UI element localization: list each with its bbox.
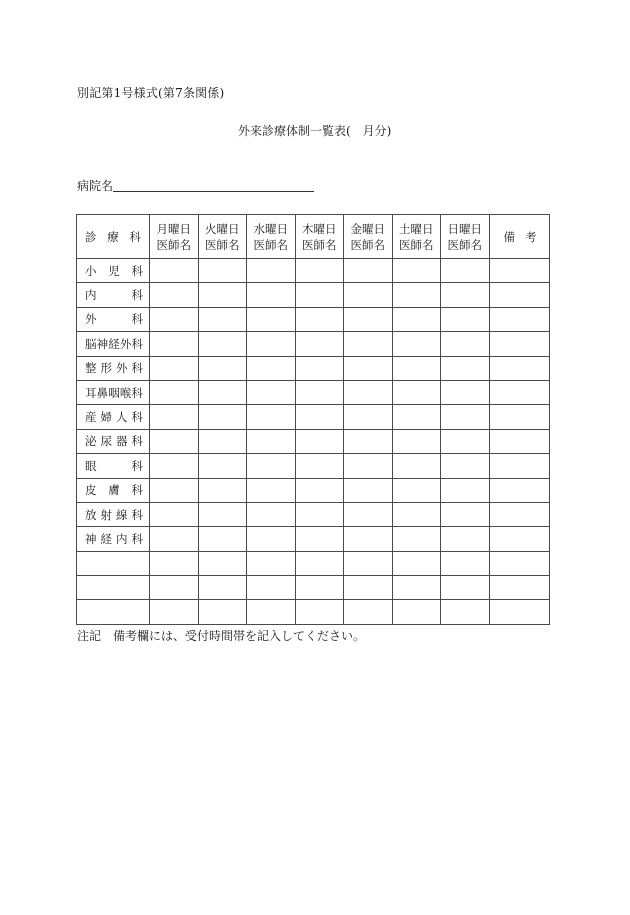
table-row <box>77 502 550 526</box>
table-row <box>77 551 550 575</box>
day-label: 木曜日 <box>302 221 337 236</box>
doctor-name-cell[interactable] <box>441 283 490 307</box>
doctor-name-cell[interactable] <box>392 478 441 502</box>
doctor-name-cell[interactable] <box>150 551 199 575</box>
doctor-name-cell[interactable] <box>441 527 490 551</box>
doctor-name-cell[interactable] <box>441 259 490 283</box>
schedule-body <box>77 259 550 625</box>
department-cell: 耳鼻咽喉科 <box>77 380 150 404</box>
doctor-name-cell[interactable] <box>247 283 296 307</box>
doctor-name-cell[interactable] <box>441 307 490 331</box>
remarks-cell[interactable] <box>489 576 549 600</box>
table-row <box>77 380 550 404</box>
doctor-label: 医師名 <box>205 237 240 252</box>
doctor-name-cell[interactable] <box>247 527 296 551</box>
doctor-name-cell[interactable] <box>392 454 441 478</box>
doctor-name-cell[interactable] <box>392 307 441 331</box>
remarks-cell[interactable] <box>489 332 549 356</box>
doctor-name-cell[interactable] <box>392 551 441 575</box>
remarks-cell[interactable] <box>489 454 549 478</box>
doctor-name-cell[interactable] <box>247 454 296 478</box>
department-cell: 放射線科 <box>77 502 150 526</box>
department-cell: 泌尿器科 <box>77 429 150 453</box>
table-header-row <box>77 215 550 259</box>
remarks-cell[interactable] <box>489 259 549 283</box>
table-row <box>77 478 550 502</box>
department-cell: 産婦人科 <box>77 405 150 429</box>
doctor-name-cell[interactable] <box>344 478 393 502</box>
doctor-name-cell[interactable] <box>150 259 199 283</box>
doctor-name-cell[interactable] <box>198 551 247 575</box>
doctor-name-cell[interactable] <box>392 576 441 600</box>
doctor-name-cell[interactable] <box>295 527 344 551</box>
doctor-name-cell[interactable] <box>150 600 199 624</box>
doctor-name-cell[interactable] <box>441 502 490 526</box>
doctor-name-cell[interactable] <box>150 405 199 429</box>
doctor-name-cell[interactable] <box>247 502 296 526</box>
doctor-name-cell[interactable] <box>441 478 490 502</box>
department-cell: 内科 <box>77 283 150 307</box>
dept-column-header: 診療科 <box>77 215 150 259</box>
doctor-name-cell[interactable] <box>198 576 247 600</box>
doctor-name-cell[interactable] <box>295 332 344 356</box>
remarks-cell[interactable] <box>489 380 549 404</box>
doctor-label: 医師名 <box>447 237 482 252</box>
doctor-name-cell[interactable] <box>247 576 296 600</box>
table-row <box>77 429 550 453</box>
doctor-name-cell[interactable] <box>392 600 441 624</box>
day-label: 月曜日 <box>156 221 191 236</box>
doctor-name-cell[interactable] <box>150 356 199 380</box>
doctor-name-cell[interactable] <box>198 527 247 551</box>
doctor-label: 医師名 <box>302 237 337 252</box>
doctor-name-cell[interactable] <box>295 454 344 478</box>
doctor-name-cell[interactable] <box>295 356 344 380</box>
day-label: 火曜日 <box>205 221 240 236</box>
doctor-name-cell[interactable] <box>150 380 199 404</box>
doctor-name-cell[interactable] <box>344 600 393 624</box>
doctor-name-cell[interactable] <box>198 356 247 380</box>
doctor-name-cell[interactable] <box>295 380 344 404</box>
day-label: 土曜日 <box>399 221 434 236</box>
doctor-name-cell[interactable] <box>344 283 393 307</box>
day-label: 金曜日 <box>350 221 385 236</box>
doctor-name-cell[interactable] <box>247 307 296 331</box>
remarks-cell[interactable] <box>489 429 549 453</box>
day-label: 日曜日 <box>447 221 482 236</box>
doctor-name-cell[interactable] <box>344 551 393 575</box>
table-row <box>77 356 550 380</box>
department-cell <box>77 600 150 624</box>
doctor-name-cell[interactable] <box>392 332 441 356</box>
doctor-name-cell[interactable] <box>247 600 296 624</box>
doctor-name-cell[interactable] <box>150 454 199 478</box>
doctor-name-cell[interactable] <box>295 283 344 307</box>
doctor-name-cell[interactable] <box>392 259 441 283</box>
remarks-cell[interactable] <box>489 600 549 624</box>
doctor-name-cell[interactable] <box>441 356 490 380</box>
table-row <box>77 454 550 478</box>
doctor-name-cell[interactable] <box>344 405 393 429</box>
doctor-name-cell[interactable] <box>198 502 247 526</box>
table-row <box>77 527 550 551</box>
doctor-name-cell[interactable] <box>295 502 344 526</box>
doctor-name-cell[interactable] <box>247 356 296 380</box>
wednesday-column-header <box>247 215 296 259</box>
doctor-name-cell[interactable] <box>344 380 393 404</box>
doctor-name-cell[interactable] <box>247 380 296 404</box>
remarks-cell[interactable] <box>489 478 549 502</box>
doctor-name-cell[interactable] <box>198 454 247 478</box>
doctor-name-cell[interactable] <box>198 405 247 429</box>
department-cell <box>77 576 150 600</box>
doctor-name-cell[interactable] <box>295 551 344 575</box>
doctor-name-cell[interactable] <box>441 600 490 624</box>
monday-column-header <box>150 215 199 259</box>
document-title: 外来診療体制一覧表( 月分) <box>238 124 392 138</box>
doctor-label: 医師名 <box>399 237 434 252</box>
table-row <box>77 307 550 331</box>
doctor-name-cell[interactable] <box>150 332 199 356</box>
tuesday-column-header <box>198 215 247 259</box>
doctor-name-cell[interactable] <box>392 502 441 526</box>
doctor-name-cell[interactable] <box>150 478 199 502</box>
doctor-name-cell[interactable] <box>392 429 441 453</box>
doctor-name-cell[interactable] <box>198 259 247 283</box>
table-row <box>77 576 550 600</box>
remarks-column-header: 備考 <box>489 215 549 259</box>
form-reference: 別記第1号様式(第7条関係) <box>77 86 225 100</box>
table-row <box>77 259 550 283</box>
doctor-name-cell[interactable] <box>295 259 344 283</box>
doctor-name-cell[interactable] <box>392 283 441 307</box>
saturday-column-header <box>392 215 441 259</box>
doctor-name-cell[interactable] <box>344 429 393 453</box>
remarks-cell[interactable] <box>489 283 549 307</box>
table-row <box>77 405 550 429</box>
department-cell: 皮膚科 <box>77 478 150 502</box>
thursday-column-header <box>295 215 344 259</box>
remarks-cell[interactable] <box>489 356 549 380</box>
doctor-name-cell[interactable] <box>295 429 344 453</box>
doctor-name-cell[interactable] <box>392 527 441 551</box>
department-cell: 整形外科 <box>77 356 150 380</box>
doctor-name-cell[interactable] <box>344 259 393 283</box>
doctor-name-cell[interactable] <box>344 576 393 600</box>
doctor-name-cell[interactable] <box>150 283 199 307</box>
doctor-name-cell[interactable] <box>441 380 490 404</box>
doctor-name-cell[interactable] <box>247 478 296 502</box>
doctor-name-cell[interactable] <box>150 576 199 600</box>
table-row <box>77 600 550 624</box>
doctor-name-cell[interactable] <box>441 405 490 429</box>
doctor-label: 医師名 <box>253 237 288 252</box>
doctor-name-cell[interactable] <box>295 307 344 331</box>
day-label: 水曜日 <box>253 221 288 236</box>
department-cell: 眼科 <box>77 454 150 478</box>
remarks-cell[interactable] <box>489 527 549 551</box>
doctor-name-cell[interactable] <box>295 576 344 600</box>
doctor-name-cell[interactable] <box>344 527 393 551</box>
doctor-name-cell[interactable] <box>295 478 344 502</box>
doctor-name-cell[interactable] <box>198 429 247 453</box>
doctor-name-cell[interactable] <box>247 551 296 575</box>
doctor-name-cell[interactable] <box>198 478 247 502</box>
doctor-name-cell[interactable] <box>150 307 199 331</box>
doctor-name-cell[interactable] <box>150 502 199 526</box>
doctor-name-cell[interactable] <box>198 600 247 624</box>
department-cell <box>77 551 150 575</box>
doctor-label: 医師名 <box>156 237 191 252</box>
doctor-name-cell[interactable] <box>441 429 490 453</box>
doctor-name-cell[interactable] <box>441 332 490 356</box>
doctor-name-cell[interactable] <box>344 454 393 478</box>
doctor-name-cell[interactable] <box>150 527 199 551</box>
doctor-name-cell[interactable] <box>344 307 393 331</box>
footnote: 注記 備考欄には、受付時間帯を記入してください。 <box>77 629 366 643</box>
doctor-name-cell[interactable] <box>198 283 247 307</box>
doctor-name-cell[interactable] <box>247 429 296 453</box>
table-row <box>77 332 550 356</box>
table-row <box>77 283 550 307</box>
doctor-name-cell[interactable] <box>295 405 344 429</box>
remarks-cell[interactable] <box>489 551 549 575</box>
sunday-column-header <box>441 215 490 259</box>
remarks-cell[interactable] <box>489 502 549 526</box>
doctor-name-cell[interactable] <box>344 332 393 356</box>
doctor-name-cell[interactable] <box>150 429 199 453</box>
friday-column-header <box>344 215 393 259</box>
department-cell: 小児科 <box>77 259 150 283</box>
doctor-name-cell[interactable] <box>247 259 296 283</box>
department-cell: 神経内科 <box>77 527 150 551</box>
remarks-cell[interactable] <box>489 405 549 429</box>
doctor-name-cell[interactable] <box>392 356 441 380</box>
doctor-name-cell[interactable] <box>392 380 441 404</box>
remarks-cell[interactable] <box>489 307 549 331</box>
doctor-name-cell[interactable] <box>295 600 344 624</box>
doctor-name-cell[interactable] <box>441 454 490 478</box>
doctor-name-cell[interactable] <box>344 356 393 380</box>
schedule-table <box>76 214 550 625</box>
hospital-name-label: 病院名 <box>77 179 114 193</box>
doctor-name-cell[interactable] <box>198 307 247 331</box>
doctor-name-cell[interactable] <box>247 332 296 356</box>
department-cell: 外科 <box>77 307 150 331</box>
doctor-name-cell[interactable] <box>247 405 296 429</box>
doctor-name-cell[interactable] <box>392 405 441 429</box>
doctor-name-cell[interactable] <box>344 502 393 526</box>
doctor-name-cell[interactable] <box>441 551 490 575</box>
doctor-name-cell[interactable] <box>441 576 490 600</box>
doctor-name-cell[interactable] <box>198 380 247 404</box>
doctor-name-cell[interactable] <box>198 332 247 356</box>
doctor-label: 医師名 <box>350 237 385 252</box>
hospital-name-field[interactable] <box>113 191 314 192</box>
department-cell: 脳神経外科 <box>77 332 150 356</box>
